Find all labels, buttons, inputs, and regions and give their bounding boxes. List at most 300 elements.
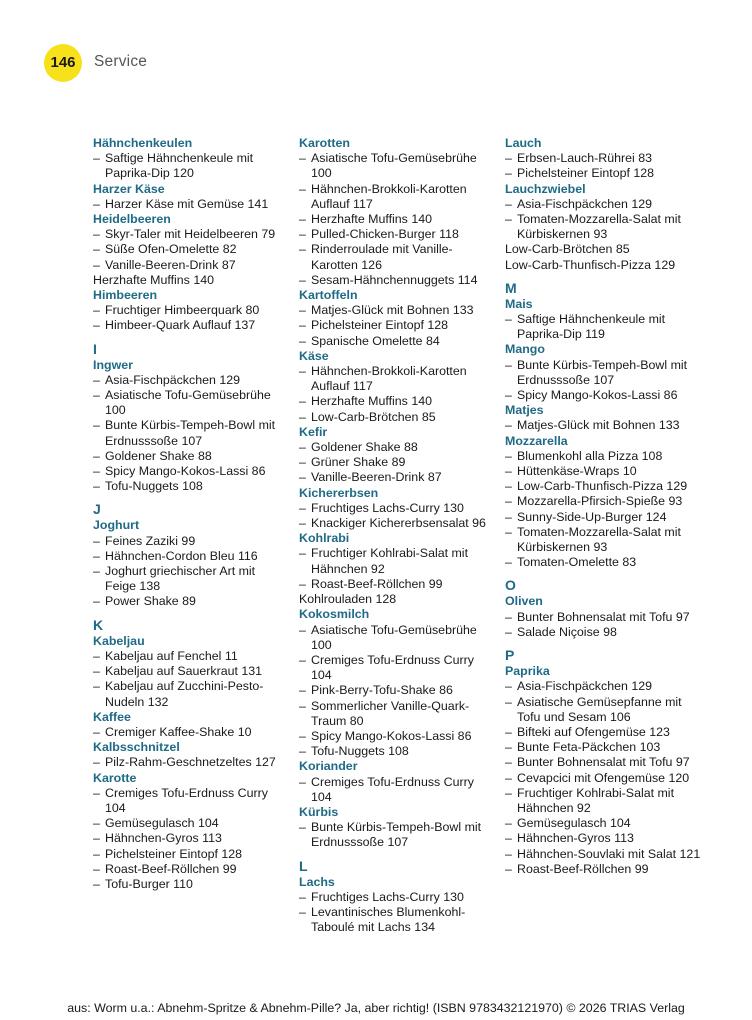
dash-marker: – [299, 744, 306, 759]
dash-marker: – [505, 724, 512, 739]
dash-marker: – [299, 652, 306, 667]
index-recipe-entry [299, 318, 495, 333]
index-recipe-entry [93, 564, 289, 594]
recipe-text: Spicy Mango-Kokos-Lassi 86 [517, 388, 678, 403]
index-recipe-entry [505, 494, 701, 509]
dash-marker: – [93, 388, 100, 403]
index-recipe-entry [93, 242, 289, 257]
recipe-text: Sommerlicher Vanille-Quark-Traum 80 [311, 698, 470, 728]
dash-marker: – [505, 609, 512, 624]
dash-marker: – [93, 242, 100, 257]
dash-marker: – [93, 876, 100, 891]
dash-marker: – [299, 455, 306, 470]
index-recipe-entry [505, 449, 701, 464]
index-recipe-entry [505, 740, 701, 755]
recipe-text: Fruchtiger Himbeerquark 80 [105, 303, 260, 318]
dash-marker: – [299, 904, 306, 919]
index-recipe-entry [93, 534, 289, 549]
recipe-text: Sunny-Side-Up-Burger 124 [517, 509, 667, 524]
index-recipe-entry [299, 364, 495, 394]
index-ingredient-heading: Mango [505, 342, 545, 357]
index-recipe-entry [505, 786, 701, 816]
index-entry: Herzhafte Muffins 140 [93, 272, 214, 287]
recipe-text: Harzer Käse mit Gemüse 141 [105, 196, 269, 211]
recipe-text: Cevapcici mit Ofengemüse 120 [517, 770, 690, 785]
dash-marker: – [505, 861, 512, 876]
index-recipe-entry [93, 549, 289, 564]
recipe-text: Pichelsteiner Eintopf 128 [517, 166, 655, 181]
index-recipe-entry [299, 699, 495, 729]
dash-marker: – [93, 196, 100, 211]
index-recipe-entry [299, 334, 495, 349]
index-recipe-entry [299, 546, 495, 576]
index-recipe-entry [93, 227, 289, 242]
dash-marker: – [299, 546, 306, 561]
index-letter: O [505, 577, 516, 594]
dash-marker: – [93, 846, 100, 861]
index-ingredient-heading: Joghurt [93, 518, 140, 533]
index-recipe-entry [93, 318, 289, 333]
dash-marker: – [505, 464, 512, 479]
section-title: Service [94, 53, 148, 70]
recipe-text: Roast-Beef-Röllchen 99 [311, 576, 443, 591]
index-recipe-entry [505, 625, 701, 640]
index-ingredient-heading: Heidelbeeren [93, 212, 171, 227]
index-recipe-entry [299, 683, 495, 698]
recipe-text: Bifteki auf Ofengemüse 123 [517, 724, 670, 739]
recipe-text: Low-Carb-Brötchen 85 [311, 409, 436, 424]
index-recipe-entry [299, 303, 495, 318]
dash-marker: – [505, 448, 512, 463]
dash-marker: – [93, 816, 100, 831]
recipe-text: Herzhafte Muffins 140 [311, 212, 432, 227]
index-column-2 [299, 136, 495, 935]
recipe-text: Cremiges Tofu-Erdnuss Curry 104 [311, 652, 474, 683]
recipe-text: Tomaten-Mozzarella-Salat mit Kürbiskernen 93 [517, 212, 681, 242]
index-recipe-entry [299, 890, 495, 905]
recipe-text: Goldener Shake 88 [105, 448, 212, 463]
index-recipe-entry [505, 755, 701, 770]
dash-marker: – [505, 418, 512, 433]
recipe-text: Hähnchen-Souvlaki mit Salat 121 [517, 846, 701, 861]
index-recipe-entry [299, 820, 495, 850]
index-recipe-entry [93, 594, 289, 609]
recipe-text: Cremiges Tofu-Erdnuss Curry 104 [105, 785, 268, 815]
dash-marker: – [93, 151, 100, 166]
index-recipe-entry [299, 455, 495, 470]
index-recipe-entry [299, 440, 495, 455]
recipe-text: Hüttenkäse-Wraps 10 [517, 464, 637, 479]
recipe-text: Fruchtiger Kohlrabi-Salat mit Hähnchen 92 [517, 785, 675, 815]
recipe-text: Asiatische Gemüsepfanne mit Tofu und Sesam 106 [517, 694, 682, 724]
recipe-text: Kabeljau auf Sauerkraut 131 [105, 664, 263, 679]
recipe-text: Asia-Fischpäckchen 129 [517, 679, 652, 694]
dash-marker: – [505, 212, 512, 227]
index-recipe-entry [505, 610, 701, 625]
dash-marker: – [93, 648, 100, 663]
dash-marker: – [93, 785, 100, 800]
dash-marker: – [505, 624, 512, 639]
recipe-text: Herzhafte Muffins 140 [311, 394, 432, 409]
index-recipe-entry [505, 816, 701, 831]
recipe-text: Tomaten-Mozzarella-Salat mit Kürbiskernen 93 [517, 524, 681, 555]
dash-marker: – [93, 755, 100, 770]
recipe-text: Grüner Shake 89 [311, 455, 406, 470]
index-ingredient-heading: Kürbis [299, 804, 339, 819]
recipe-text: Mozzarella-Pfirsich-Spieße 93 [517, 494, 683, 509]
recipe-text: Spicy Mango-Kokos-Lassi 86 [105, 464, 266, 479]
recipe-text: Matjes-Glück mit Bohnen 133 [311, 303, 474, 318]
recipe-text: Fruchtiges Lachs-Curry 130 [311, 500, 464, 515]
dash-marker: – [299, 889, 306, 904]
index-recipe-entry [505, 679, 701, 694]
dash-marker: – [299, 242, 306, 257]
dash-marker: – [93, 372, 100, 387]
index-recipe-entry [299, 729, 495, 744]
index-recipe-entry [505, 312, 701, 342]
index-ingredient-heading: Oliven [505, 594, 543, 609]
dash-marker: – [505, 509, 512, 524]
index-recipe-entry [93, 679, 289, 709]
index-column-1 [93, 136, 289, 892]
recipe-text: Hähnchen-Brokkoli-Karotten Auflauf 117 [311, 364, 467, 394]
dash-marker: – [299, 303, 306, 318]
recipe-text: Roast-Beef-Röllchen 99 [105, 861, 237, 876]
recipe-text: Bunte Kürbis-Tempeh-Bowl mit Erdnusssoße 107 [105, 418, 276, 448]
recipe-text: Bunter Bohnensalat mit Tofu 97 [517, 609, 690, 624]
recipe-text: Asiatische Tofu-Gemüsebrühe 100 [105, 388, 271, 418]
index-recipe-entry [505, 831, 701, 846]
index-ingredient-heading: Kaffee [93, 709, 131, 724]
dash-marker: – [93, 664, 100, 679]
index-recipe-entry [299, 227, 495, 242]
recipe-text: Tofu-Nuggets 108 [105, 479, 203, 494]
recipe-text: Hähnchen-Cordon Bleu 116 [105, 548, 258, 563]
index-recipe-entry [299, 273, 495, 288]
dash-marker: – [299, 470, 306, 485]
index-recipe-entry [93, 725, 289, 740]
index-ingredient-heading: Käse [299, 348, 329, 363]
recipe-text: Tofu-Burger 110 [105, 876, 193, 891]
recipe-text: Vanille-Beeren-Drink 87 [105, 257, 236, 272]
index-recipe-entry [299, 212, 495, 227]
dash-marker: – [299, 440, 306, 455]
index-recipe-entry [93, 479, 289, 494]
index-recipe-entry [299, 242, 495, 272]
dash-marker: – [505, 785, 512, 800]
dash-marker: – [505, 694, 512, 709]
dash-marker: – [299, 409, 306, 424]
recipe-text: Cremiger Kaffee-Shake 10 [105, 724, 252, 739]
index-recipe-entry [299, 410, 495, 425]
index-ingredient-heading: Ingwer [93, 357, 133, 372]
recipe-text: Fruchtiger Kohlrabi-Salat mit Hähnchen 92 [311, 546, 469, 576]
recipe-text: Joghurt griechischer Art mit Feige 138 [105, 564, 256, 594]
index-recipe-entry [93, 786, 289, 816]
recipe-text: Blumenkohl alla Pizza 108 [517, 448, 663, 463]
dash-marker: – [299, 227, 306, 242]
dash-marker: – [299, 698, 306, 713]
index-ingredient-heading: Himbeeren [93, 288, 158, 303]
index-column-3 [505, 136, 701, 877]
index-recipe-entry [505, 464, 701, 479]
dash-marker: – [505, 555, 512, 570]
dash-marker: – [93, 257, 100, 272]
index-ingredient-heading: Lauchzwiebel [505, 181, 586, 196]
index-recipe-entry [505, 725, 701, 740]
dash-marker: – [505, 479, 512, 494]
recipe-text: Matjes-Glück mit Bohnen 133 [517, 418, 680, 433]
index-recipe-entry [93, 816, 289, 831]
index-recipe-entry [299, 516, 495, 531]
recipe-text: Cremiges Tofu-Erdnuss Curry 104 [311, 774, 474, 804]
index-recipe-entry [93, 862, 289, 877]
dash-marker: – [93, 303, 100, 318]
dash-marker: – [299, 500, 306, 515]
recipe-text: Bunter Bohnensalat mit Tofu 97 [517, 755, 690, 770]
index-recipe-entry [299, 182, 495, 212]
index-ingredient-heading: Kokosmilch [299, 607, 370, 622]
dash-marker: – [505, 312, 512, 327]
dash-marker: – [93, 548, 100, 563]
recipe-text: Asiatische Tofu-Gemüsebrühe 100 [311, 622, 477, 652]
recipe-text: Gemüsegulasch 104 [517, 816, 631, 831]
recipe-text: Levantinisches Blumenkohl-Taboulé mit Lachs 134 [311, 904, 466, 935]
dash-marker: – [505, 831, 512, 846]
index-recipe-entry [93, 197, 289, 212]
index-entry: Low-Carb-Thunfisch-Pizza 129 [505, 257, 676, 272]
dash-marker: – [93, 448, 100, 463]
index-ingredient-heading: Mozzarella [505, 433, 568, 448]
recipe-text: Salade Niçoise 98 [517, 624, 617, 639]
index-ingredient-heading: Kohlrabi [299, 531, 350, 546]
index-ingredient-heading: Lachs [299, 874, 335, 889]
dash-marker: – [93, 679, 100, 694]
dash-marker: – [93, 479, 100, 494]
index-ingredient-heading: Kabeljau [93, 633, 145, 648]
index-recipe-entry [299, 744, 495, 759]
recipe-text: Pichelsteiner Eintopf 128 [311, 318, 449, 333]
index-recipe-entry [505, 166, 701, 181]
index-recipe-entry [505, 525, 701, 555]
index-recipe-entry [299, 653, 495, 683]
index-recipe-entry [93, 831, 289, 846]
recipe-text: Saftige Hähnchenkeule mit Paprika-Dip 119 [517, 312, 666, 342]
recipe-text: Asia-Fischpäckchen 129 [105, 372, 240, 387]
recipe-text: Tomaten-Omelette 83 [517, 555, 637, 570]
dash-marker: – [93, 318, 100, 333]
dash-marker: – [505, 755, 512, 770]
dash-marker: – [505, 151, 512, 166]
index-recipe-entry [505, 358, 701, 388]
recipe-text: Low-Carb-Thunfisch-Pizza 129 [517, 479, 688, 494]
index-ingredient-heading: Koriander [299, 759, 358, 774]
index-recipe-entry [505, 151, 701, 166]
index-letter: M [505, 279, 517, 296]
index-recipe-entry [299, 905, 495, 935]
index-ingredient-heading: Kalbsschnitzel [93, 740, 180, 755]
dash-marker: – [299, 394, 306, 409]
index-recipe-entry [299, 470, 495, 485]
recipe-text: Feines Zaziki 99 [105, 533, 196, 548]
index-recipe-entry [505, 510, 701, 525]
recipe-text: Erbsen-Lauch-Rührei 83 [517, 151, 652, 166]
dash-marker: – [299, 728, 306, 743]
index-recipe-entry [93, 303, 289, 318]
index-recipe-entry [299, 775, 495, 805]
index-ingredient-heading: Harzer Käse [93, 181, 165, 196]
dash-marker: – [299, 516, 306, 531]
dash-marker: – [299, 272, 306, 287]
dash-marker: – [299, 364, 306, 379]
index-recipe-entry [505, 418, 701, 433]
recipe-text: Kabeljau auf Fenchel 11 [105, 648, 238, 663]
recipe-text: Pilz-Rahm-Geschnetzeltes 127 [105, 755, 276, 770]
index-recipe-entry [505, 479, 701, 494]
index-recipe-entry [299, 577, 495, 592]
dash-marker: – [505, 770, 512, 785]
dash-marker: – [299, 181, 306, 196]
index-letter: P [505, 647, 515, 664]
dash-marker: – [505, 816, 512, 831]
index-recipe-entry [505, 388, 701, 403]
dash-marker: – [505, 196, 512, 211]
index-ingredient-heading: Mais [505, 296, 533, 311]
dash-marker: – [299, 683, 306, 698]
index-recipe-entry [505, 197, 701, 212]
recipe-text: Pulled-Chicken-Burger 118 [311, 227, 459, 242]
index-ingredient-heading: Matjes [505, 403, 544, 418]
index-entry: Low-Carb-Brötchen 85 [505, 242, 630, 257]
index-recipe-entry [93, 755, 289, 770]
dash-marker: – [299, 212, 306, 227]
index-recipe-entry [505, 695, 701, 725]
dash-marker: – [93, 227, 100, 242]
index-recipe-entry [93, 151, 289, 181]
index-recipe-entry [505, 771, 701, 786]
index-ingredient-heading: Hähnchenkeulen [93, 136, 193, 150]
recipe-text: Asia-Fischpäckchen 129 [517, 196, 652, 211]
recipe-text: Süße Ofen-Omelette 82 [105, 242, 237, 257]
recipe-text: Tofu-Nuggets 108 [311, 744, 409, 759]
recipe-text: Asiatische Tofu-Gemüsebrühe 100 [311, 151, 477, 181]
index-ingredient-heading: Kefir [299, 424, 328, 439]
index-letter: I [93, 340, 97, 357]
dash-marker: – [299, 774, 306, 789]
index-ingredient-heading: Karotte [93, 770, 137, 785]
index-recipe-entry [93, 664, 289, 679]
index-letter: K [93, 616, 104, 633]
dash-marker: – [93, 464, 100, 479]
footer-source: aus: Worm u.a.: Abnehm-Spritze & Abnehm-Pille? Ja, aber richtig! (ISBN 9783432121970) © 2026 TRIAS Verlag [67, 1001, 685, 1015]
recipe-text: Himbeer-Quark Auflauf 137 [105, 318, 256, 333]
dash-marker: – [505, 357, 512, 372]
dash-marker: – [93, 418, 100, 433]
index-recipe-entry [93, 649, 289, 664]
recipe-text: Hähnchen-Gyros 113 [517, 831, 634, 846]
dash-marker: – [93, 861, 100, 876]
dash-marker: – [299, 820, 306, 835]
dash-marker: – [93, 594, 100, 609]
index-recipe-entry [93, 449, 289, 464]
index-recipe-entry [299, 151, 495, 181]
index-ingredient-heading: Paprika [505, 664, 550, 679]
recipe-text: Knackiger Kichererbsensalat 96 [311, 516, 486, 531]
index-ingredient-heading: Kartoffeln [299, 288, 358, 303]
recipe-text: Rinderroulade mit Vanille-Karotten 126 [311, 242, 453, 272]
index-recipe-entry [299, 394, 495, 409]
dash-marker: – [505, 166, 512, 181]
dash-marker: – [299, 333, 306, 348]
recipe-text: Hähnchen-Gyros 113 [105, 831, 222, 846]
index-recipe-entry [299, 623, 495, 653]
dash-marker: – [505, 846, 512, 861]
recipe-text: Sesam-Hähnchennuggets 114 [311, 272, 478, 287]
index-recipe-entry [505, 862, 701, 877]
recipe-text: Vanille-Beeren-Drink 87 [311, 470, 442, 485]
dash-marker: – [505, 494, 512, 509]
recipe-text: Hähnchen-Brokkoli-Karotten Auflauf 117 [311, 181, 467, 211]
index-recipe-entry [505, 212, 701, 242]
dash-marker: – [93, 724, 100, 739]
index-letter: J [93, 501, 101, 518]
recipe-text: Gemüsegulasch 104 [105, 816, 219, 831]
index-recipe-entry [93, 418, 289, 448]
index-recipe-entry [93, 877, 289, 892]
index-recipe-entry [93, 464, 289, 479]
index-ingredient-heading: Lauch [505, 136, 542, 150]
index-ingredient-heading: Kichererbsen [299, 485, 379, 500]
recipe-text: Spicy Mango-Kokos-Lassi 86 [311, 728, 472, 743]
recipe-text: Fruchtiges Lachs-Curry 130 [311, 889, 464, 904]
recipe-text: Bunte Kürbis-Tempeh-Bowl mit Erdnusssoße 107 [311, 820, 482, 850]
recipe-text: Kabeljau auf Zucchini-Pesto-Nudeln 132 [105, 679, 264, 709]
dash-marker: – [505, 740, 512, 755]
index-recipe-entry [505, 847, 701, 862]
dash-marker: – [93, 533, 100, 548]
index-entry: Kohlrouladen 128 [299, 592, 397, 607]
recipe-text: Spanische Omelette 84 [311, 333, 440, 348]
index-recipe-entry [505, 555, 701, 570]
dash-marker: – [299, 318, 306, 333]
recipe-text: Bunte Kürbis-Tempeh-Bowl mit Erdnusssoße 107 [517, 357, 688, 387]
dash-marker: – [505, 679, 512, 694]
index-recipe-entry [93, 847, 289, 862]
dash-marker: – [299, 622, 306, 637]
dash-marker: – [93, 831, 100, 846]
index-recipe-entry [93, 388, 289, 418]
index-ingredient-heading: Karotten [299, 136, 350, 150]
recipe-text: Power Shake 89 [105, 594, 196, 609]
index-recipe-entry [93, 258, 289, 273]
recipe-text: Bunte Feta-Päckchen 103 [517, 740, 661, 755]
recipe-text: Roast-Beef-Röllchen 99 [517, 861, 649, 876]
dash-marker: – [505, 524, 512, 539]
page-number-badge: 146 [44, 44, 82, 82]
recipe-text: Pink-Berry-Tofu-Shake 86 [311, 683, 453, 698]
index-recipe-entry [299, 501, 495, 516]
recipe-text: Goldener Shake 88 [311, 440, 418, 455]
dash-marker: – [505, 388, 512, 403]
dash-marker: – [299, 151, 306, 166]
index-letter: L [299, 857, 308, 874]
recipe-text: Pichelsteiner Eintopf 128 [105, 846, 243, 861]
recipe-text: Saftige Hähnchenkeule mit Paprika-Dip 120 [105, 151, 254, 181]
index-recipe-entry [93, 373, 289, 388]
dash-marker: – [299, 576, 306, 591]
recipe-text: Skyr-Taler mit Heidelbeeren 79 [105, 227, 276, 242]
dash-marker: – [93, 564, 100, 579]
